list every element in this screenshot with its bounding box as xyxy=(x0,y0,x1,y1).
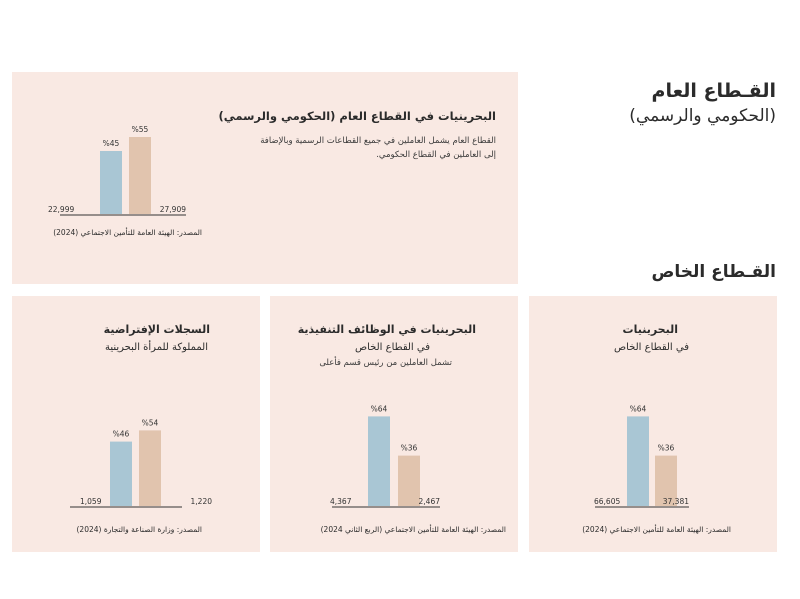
card-note: تشمل العاملين من رئيس قسم فأعلى xyxy=(319,358,452,368)
virtual-records-card xyxy=(12,296,260,552)
percent-label-1: %46 xyxy=(112,429,130,439)
card-source: المصدر: الهيئة العامة للتأمين الاجتماعي (2024) xyxy=(582,525,731,534)
card-subtitle: في القطاع الخاص xyxy=(614,342,689,353)
count-label-2: 27,909 xyxy=(159,205,186,214)
card-source: المصدر: الهيئة العامة للتأمين الاجتماعي (2024) xyxy=(53,228,202,237)
percent-label-2: %55 xyxy=(131,125,149,134)
card-note-2: إلى العاملين في القطاع الحكومي. xyxy=(376,150,496,160)
card-source: المصدر: الهيئة العامة للتأمين الاجتماعي (الربع الثاني 2024) xyxy=(320,525,506,534)
count-label-2: 37,381 xyxy=(662,497,689,506)
executive-roles-card xyxy=(270,296,518,552)
executive-roles-bar-chart xyxy=(270,296,518,552)
virtual-records-bar-chart xyxy=(12,296,260,552)
percent-label-2: %36 xyxy=(657,443,675,453)
card-title: السجلات الإفتراضية xyxy=(103,323,210,336)
count-label-1: 22,999 xyxy=(48,205,75,214)
bar-2 xyxy=(398,456,420,506)
percent-label-1: %45 xyxy=(102,139,120,148)
bar-1 xyxy=(368,416,390,506)
bar-2 xyxy=(139,430,161,506)
card-title: البحرينيات في القطاع العام (الحكومي والرسمي) xyxy=(218,109,496,123)
card-source: المصدر: وزارة الصناعة والتجارة (2024) xyxy=(76,525,202,534)
count-label-2: 1,220 xyxy=(190,497,212,506)
card-title: البحرينيات xyxy=(622,323,678,336)
public-sector-title: القـطاع العام xyxy=(651,80,776,102)
bar-1 xyxy=(110,442,132,506)
card-title: البحرينيات في الوظائف التنفيذية xyxy=(297,323,476,336)
public-sector-card xyxy=(12,72,518,284)
public-bar-chart xyxy=(12,72,518,284)
private-women-bar-chart xyxy=(529,296,777,552)
bar-1 xyxy=(100,151,122,214)
percent-label-1: %64 xyxy=(629,404,647,414)
card-subtitle: المملوكة للمرأة البحرينية xyxy=(104,342,208,353)
percent-label-1: %64 xyxy=(370,404,388,414)
count-label-2: 2,467 xyxy=(418,497,440,506)
private-sector-title: القـطاع الخاص xyxy=(651,262,776,282)
count-label-1: 66,605 xyxy=(594,497,621,506)
count-label-1: 1,059 xyxy=(80,497,102,506)
private-women-card xyxy=(529,296,777,552)
bar-1 xyxy=(627,416,649,506)
public-sector-subtitle: (الحكومي والرسمي) xyxy=(629,106,776,126)
card-subtitle: في القطاع الخاص xyxy=(355,342,430,353)
percent-label-2: %54 xyxy=(141,418,159,428)
percent-label-2: %36 xyxy=(400,443,418,453)
bar-2 xyxy=(129,137,151,214)
count-label-1: 4,367 xyxy=(330,497,352,506)
card-note: القطاع العام يشمل العاملين في جميع القطاعات الرسمية وبالإضافة xyxy=(260,136,496,146)
